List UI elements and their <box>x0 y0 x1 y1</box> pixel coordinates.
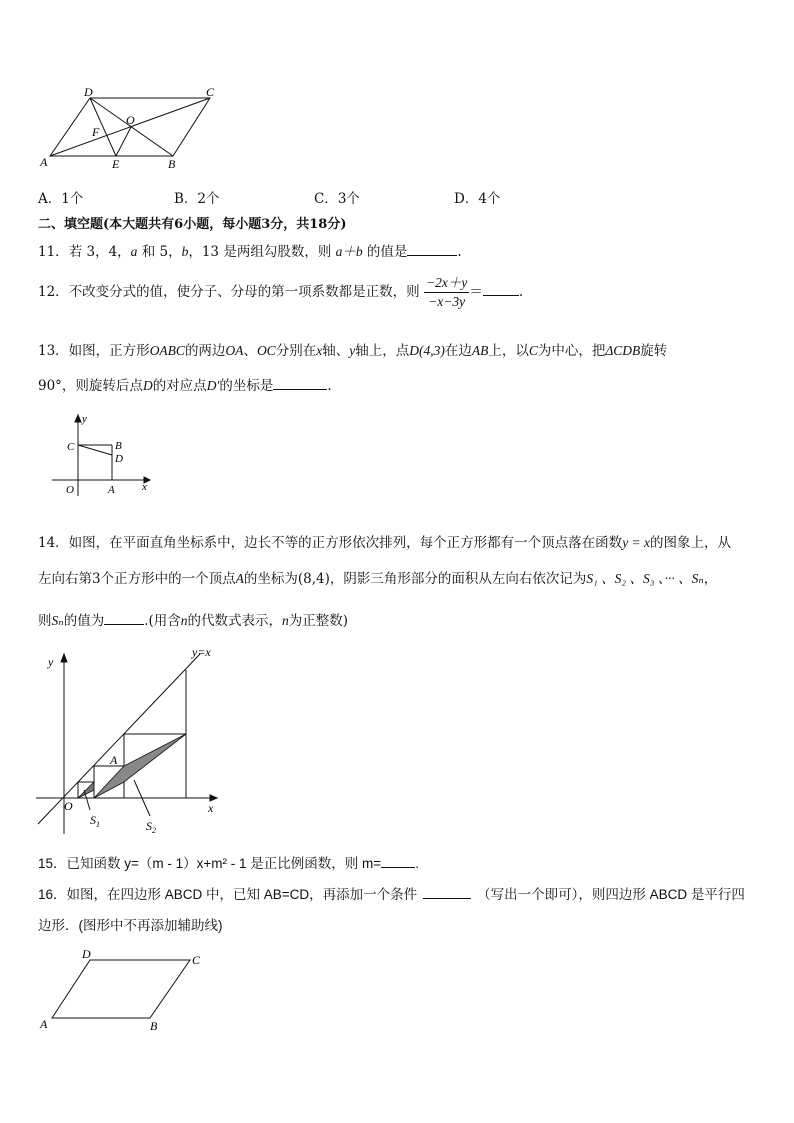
option-c[interactable]: C．3个 <box>314 191 360 207</box>
segment-cd <box>78 445 112 455</box>
label-f: F <box>92 125 100 139</box>
label-a: A <box>108 484 115 496</box>
question-13-line-1: 13．如图，正方形OABC的两边OA、OC分别在x轴、y轴上，点D(4,3)在边AB上，以C为中心，把ΔCDB旋转 <box>38 343 668 359</box>
label-c: C <box>67 441 75 453</box>
label-b: B <box>115 440 122 452</box>
question-14-line-3: 则Sₙ的值为 .(用含n的代数式表示，n为正整数) <box>38 613 349 629</box>
diagonal-bd <box>90 98 173 156</box>
quadrilateral-figure-q16 <box>36 942 216 1038</box>
parallelogram-abcd <box>52 960 190 1018</box>
parallelogram-figure-q10 <box>36 86 226 174</box>
axis-label-x: x <box>208 801 214 815</box>
option-b[interactable]: B．2个 <box>174 191 220 207</box>
option-d[interactable]: D．4个 <box>454 191 501 207</box>
label-o: O <box>126 113 135 127</box>
question-11: 11．若 3，4，a 和 5，b，13 是两组勾股数，则 a＋b 的值是 . <box>38 244 462 260</box>
question-16-line-2: 边形．(图形中不再添加辅助线) <box>38 918 223 933</box>
q11-answer-blank[interactable] <box>407 243 457 256</box>
label-b: B <box>168 157 176 171</box>
label-c: C <box>192 953 201 967</box>
axis-label-x: x <box>142 481 147 493</box>
q12-fraction: $\frac{-2x+y}{-x-3y}$ <box>425 275 468 309</box>
line-label: y=x <box>192 645 211 659</box>
question-16-line-1: 16．如图，在四边形 ABCD 中，已知 AB=CD，再添加一个条件 （写出一个即可），则四边形 ABCD 是平行四 <box>38 887 745 902</box>
axis-label-y: y <box>82 413 87 425</box>
label-o: O <box>66 484 74 496</box>
label-s2: $S_2$ <box>146 819 156 835</box>
label-o: O <box>64 799 73 813</box>
label-d: D <box>82 947 91 961</box>
diagonal-ac <box>50 98 210 156</box>
question-14-line-1: 14．如图，在平面直角坐标系中，边长不等的正方形依次排列，每个正方形都有一个顶点落在函数y = x的图象上，从 <box>38 535 732 551</box>
label-e: E <box>112 157 120 171</box>
squares-figure-q14 <box>32 640 232 840</box>
q11-number: 11． <box>38 244 69 260</box>
label-a: A <box>110 753 118 767</box>
label-a: A <box>40 155 48 169</box>
label-c: C <box>206 86 215 99</box>
q12-answer-blank[interactable] <box>483 283 519 296</box>
label-d: D <box>115 453 123 465</box>
label-d: D <box>84 86 93 99</box>
question-14-line-2: 左向右第3个正方形中的一个顶点A的坐标为(8,4)，阴影三角形部分的面积从左向右依次记为S₁ 、S₂ 、S₃ 、··· 、Sₙ， <box>38 571 718 587</box>
label-s1: $S_1$ <box>90 813 100 829</box>
square-figure-q13 <box>48 412 158 498</box>
question-15: 15．已知函数 y=（m - 1）x+m² - 1 是正比例函数，则 m= . <box>38 856 419 871</box>
label-a: A <box>40 1017 48 1031</box>
q14-answer-blank[interactable] <box>104 612 144 625</box>
option-a[interactable]: A．1个 <box>38 191 84 207</box>
q15-answer-blank[interactable] <box>381 855 415 868</box>
q12-number: 12． <box>38 284 69 300</box>
q16-answer-blank[interactable] <box>423 886 471 899</box>
q13-answer-blank[interactable] <box>273 377 327 390</box>
section-title: 二、填空题(本大题共有6小题，每小题3分，共18分) <box>38 217 347 232</box>
question-12: 12．不改变分式的值，使分子、分母的第一项系数都是正数，则 $\frac{-2x+y}{-x-3y}$ ＝ . <box>38 275 524 309</box>
axis-label-y: y <box>48 655 54 669</box>
label-b: B <box>150 1019 158 1033</box>
question-13-line-2: 90°，则旋转后点D的对应点D′的坐标是 . <box>38 378 332 394</box>
